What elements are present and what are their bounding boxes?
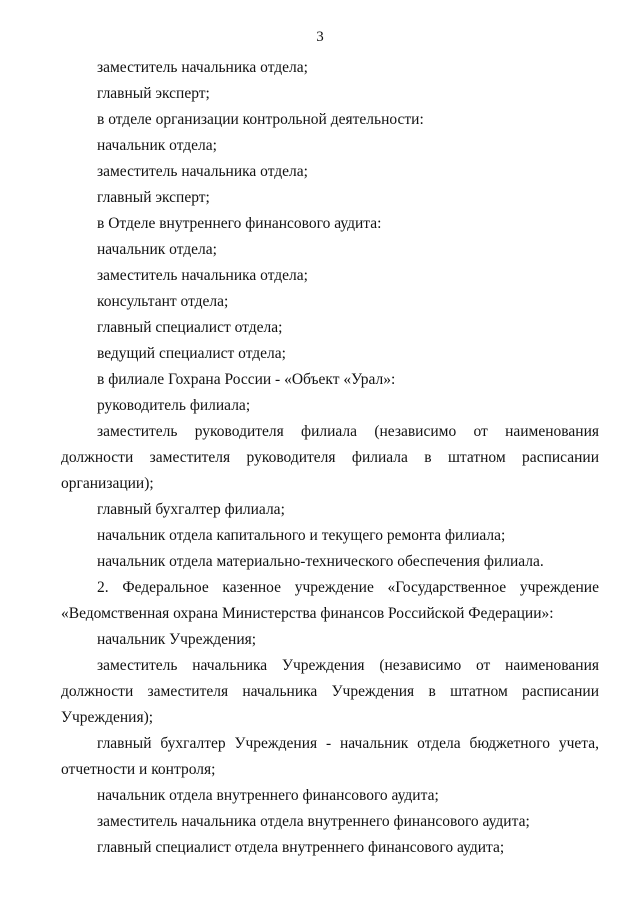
paragraph: начальник отдела;: [97, 241, 217, 258]
page-number: 3: [316, 29, 324, 45]
paragraph: начальник отдела капитального и текущего ремонта филиала;: [97, 527, 506, 544]
paragraph: ведущий специалист отдела;: [97, 345, 286, 362]
paragraph: заместитель руководителя филиала (независимо от наименования должности заместителя руководителя филиала в штатном расписании организации);: [61, 423, 599, 492]
paragraph: начальник отдела;: [97, 137, 217, 154]
paragraph: 2. Федеральное казенное учреждение «Государственное учреждение «Ведомственная охрана Министерства финансов Российской Федерации»:: [61, 579, 599, 622]
document-body: [61, 55, 599, 861]
paragraph: главный специалист отдела;: [97, 319, 283, 336]
paragraph: заместитель начальника отдела внутреннего финансового аудита;: [97, 813, 530, 830]
paragraph: главный эксперт;: [97, 85, 210, 102]
paragraph: главный бухгалтер Учреждения - начальник отдела бюджетного учета, отчетности и контроля;: [61, 735, 599, 778]
paragraph: в отделе организации контрольной деятельности:: [97, 111, 424, 128]
paragraph: заместитель начальника отдела;: [97, 59, 308, 76]
paragraph: главный специалист отдела внутреннего финансового аудита;: [97, 839, 505, 856]
paragraph: начальник Учреждения;: [97, 631, 257, 648]
paragraph: в филиале Гохрана России - «Объект «Урал»:: [97, 371, 396, 388]
paragraph: заместитель начальника отдела;: [97, 163, 308, 180]
paragraph: консультант отдела;: [97, 293, 229, 310]
paragraph: руководитель филиала;: [97, 397, 251, 414]
paragraph: главный эксперт;: [97, 189, 210, 206]
paragraph: в Отделе внутреннего финансового аудита:: [97, 215, 382, 232]
paragraph: начальник отдела внутреннего финансового аудита;: [97, 787, 439, 804]
paragraph: начальник отдела материально-технического обеспечения филиала.: [97, 553, 544, 570]
paragraph: главный бухгалтер филиала;: [97, 501, 285, 518]
paragraph: заместитель начальника отдела;: [97, 267, 308, 284]
paragraph: заместитель начальника Учреждения (независимо от наименования должности заместителя начальника Учреждения в штатном расписании Учреждения);: [61, 657, 599, 726]
